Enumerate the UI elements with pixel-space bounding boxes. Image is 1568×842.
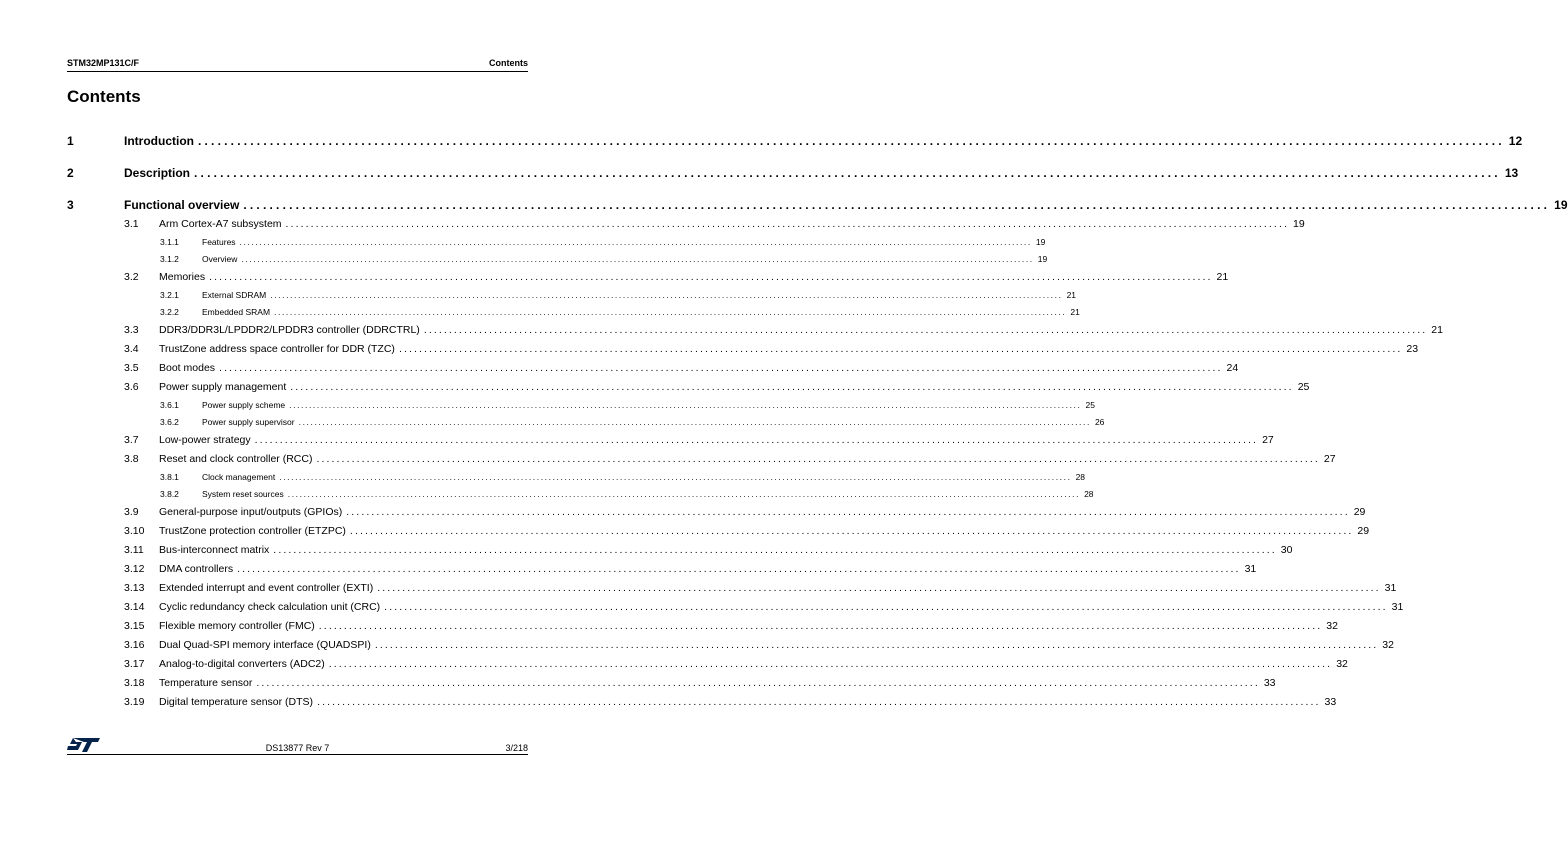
toc-entry-number: 3.5 [124,362,139,374]
toc-entry-number: 3.13 [124,582,145,594]
toc-entry-line [159,677,1276,689]
toc-entry-number: 3.1.2 [160,254,179,264]
toc-entry-page: 21 [1431,324,1443,336]
toc-leader-dots: ........................................................................................................................................................................................................ [241,254,1034,264]
toc-entry-line [202,400,1095,410]
toc-entry-page: 23 [1406,343,1419,355]
toc-entry-page: 33 [1263,677,1276,689]
toc-entry-number: 3.2 [124,271,139,283]
toc-entry-number: 3.8.2 [160,489,179,499]
toc-leader-dots: ........................................................................................................................................................................................................ [254,434,1259,446]
footer-divider [67,754,528,755]
toc-entry-line [159,434,1274,446]
toc-leader-dots: ........................................................................................................................................................................................................ [274,307,1067,317]
toc-entry-number: 3.12 [124,563,145,575]
toc-entry-line [159,582,1397,594]
toc-entry-title[interactable]: System reset sources [202,489,284,499]
header-section-name: Contents [489,58,528,68]
toc-entry-number: 2 [67,166,74,180]
toc-entry-line [159,324,1443,336]
toc-entry-page: 30 [1280,544,1293,556]
toc-entry-number: 3.4 [124,343,139,355]
toc-entry-number: 3.6.2 [160,417,179,427]
toc-entry-page: 25 [1297,381,1310,393]
toc-leader-dots: ........................................................................................................................................................................................................ [256,677,1260,689]
toc-entry-title[interactable]: External SDRAM [202,290,267,300]
toc-leader-dots: ........................................................................................................................................................................................................ [298,417,1091,427]
toc-entry-number: 3.16 [124,639,145,651]
toc-leader-dots: ........................................................................................................................................................................................................ [384,601,1388,613]
toc-entry-page: 25 [1085,400,1095,410]
toc-entry-line [202,290,1077,300]
toc-leader-dots: ........................................................................................................................................................................................................ [374,639,1379,651]
toc-entry-title[interactable]: Overview [202,254,238,264]
toc-entry-number: 3.6 [124,381,139,393]
toc-leader-dots: ........................................................................................................................................................................................................ [219,362,1223,374]
toc-leader-dots: ........................................................................................................................................................................................................ [239,237,1032,247]
toc-entry-title[interactable]: TrustZone protection controller (ETZPC) [159,525,346,537]
toc-entry-title[interactable]: Analog-to-digital converters (ADC2) [159,658,325,670]
toc-entry-line [159,696,1337,708]
toc-leader-dots: ........................................................................................................................................................................................................ [318,620,1323,632]
toc-entry-line [159,271,1229,283]
toc-entry-number: 3.2.1 [160,290,179,300]
toc-leader-dots: ........................................................................................................................................................................................................ [349,525,1354,537]
footer-page-number: 3/218 [505,743,528,753]
toc-entry-title[interactable]: Temperature sensor [159,677,253,689]
toc-entry-page: 32 [1382,639,1394,651]
toc-entry-page: 24 [1226,362,1239,374]
toc-leader-dots: ........................................................................................................................................................................................................ [197,134,1505,148]
toc-leader-dots: ........................................................................................................................................................................................................ [237,563,1241,575]
toc-entry-page: 19 [1554,198,1568,212]
toc-entry-number: 3.7 [124,434,139,446]
toc-entry-line [202,472,1086,482]
toc-entry-page: 31 [1384,582,1397,594]
toc-entry-page: 28 [1084,489,1094,499]
toc-leader-dots: ........................................................................................................................................................................................................ [317,696,1321,708]
toc-entry-page: 19 [1037,254,1048,264]
toc-entry-title[interactable]: Flexible memory controller (FMC) [159,620,315,632]
toc-entry-page: 21 [1216,271,1229,283]
toc-entry-line [124,166,1519,180]
toc-entry-line [202,307,1080,317]
toc-entry-number: 3.19 [124,696,145,708]
toc-entry-page: 32 [1326,620,1338,632]
toc-entry-number: 3.2.2 [160,307,179,317]
toc-entry-page: 29 [1357,525,1370,537]
toc-leader-dots: ........................................................................................................................................................................................................ [423,324,1428,336]
toc-entry-title[interactable]: Description [124,166,191,180]
toc-entry-number: 3.6.1 [160,400,179,410]
toc-entry-page: 19 [1035,237,1046,247]
toc-leader-dots: ........................................................................................................................................................................................................ [279,472,1072,482]
toc-entry-title[interactable]: Reset and clock controller (RCC) [159,453,313,465]
toc-leader-dots: ........................................................................................................................................................................................................ [398,343,1403,355]
toc-entry-line [202,417,1105,427]
toc-entry-page: 27 [1262,434,1274,446]
toc-leader-dots: ........................................................................................................................................................................................................ [209,271,1213,283]
toc-entry-number: 3.8 [124,453,139,465]
toc-entry-title[interactable]: TrustZone address space controller for DDR (TZC) [159,343,395,355]
toc-entry-title[interactable]: Extended interrupt and event controller (EXTI) [159,582,374,594]
toc-entry-line [124,134,1523,148]
toc-entry-title[interactable]: Power supply supervisor [202,417,295,427]
toc-entry-title[interactable]: Bus-interconnect matrix [159,544,270,556]
toc-entry-line [159,620,1338,632]
toc-entry-title[interactable]: Memories [159,271,206,283]
toc-entry-title[interactable]: DDR3/DDR3L/LPDDR2/LPDDR3 controller (DDRCTRL) [159,324,420,336]
toc-leader-dots: ........................................................................................................................................................................................................ [328,658,1333,670]
toc-leader-dots: ........................................................................................................................................................................................................ [194,166,1501,180]
toc-entry-number: 3.17 [124,658,145,670]
toc-entry-title[interactable]: Cyclic redundancy check calculation unit (CRC) [159,601,381,613]
toc-entry-line [159,506,1366,518]
toc-entry-number: 3.8.1 [160,472,179,482]
toc-entry-title[interactable]: Functional overview [124,198,240,212]
toc-entry-line [159,453,1336,465]
toc-entry-page: 31 [1391,601,1404,613]
toc-entry-page: 13 [1504,166,1519,180]
toc-leader-dots: ........................................................................................................................................................................................................ [289,400,1082,410]
toc-entry-page: 29 [1353,506,1366,518]
toc-entry-title[interactable]: Arm Cortex-A7 subsystem [159,218,282,230]
toc-entry-page: 12 [1508,134,1523,148]
toc-entry-page: 28 [1075,472,1086,482]
header-product-name: STM32MP131C/F [67,58,140,68]
toc-entry-title[interactable]: General-purpose input/outputs (GPIOs) [159,506,343,518]
toc-entry-number: 3.9 [124,506,139,518]
footer-document-revision: DS13877 Rev 7 [265,743,330,753]
toc-entry-title[interactable]: Features [202,237,236,247]
toc-entry-number: 1 [67,134,74,148]
toc-leader-dots: ........................................................................................................................................................................................................ [270,290,1063,300]
toc-entry-number: 3.10 [124,525,145,537]
toc-entry-title[interactable]: Introduction [124,134,194,148]
toc-entry-number: 3.1 [124,218,139,230]
toc-entry-page: 32 [1336,658,1348,670]
toc-leader-dots: ........................................................................................................................................................................................................ [346,506,1350,518]
toc-entry-line [159,381,1310,393]
toc-leader-dots: ........................................................................................................................................................................................................ [273,544,1277,556]
toc-entry-title[interactable]: Dual Quad-SPI memory interface (QUADSPI) [159,639,371,651]
toc-entry-number: 3.1.1 [160,237,179,247]
toc-entry-title[interactable]: Boot modes [159,362,216,374]
toc-entry-title[interactable]: Digital temperature sensor (DTS) [159,696,314,708]
toc-entry-line [159,601,1404,613]
toc-entry-line [159,639,1394,651]
toc-leader-dots: ........................................................................................................................................................................................................ [377,582,1381,594]
toc-entry-number: 3.15 [124,620,145,632]
toc-entry-line [159,218,1305,230]
toc-entry-title[interactable]: Embedded SRAM [202,307,271,317]
page-title: Contents [67,87,141,106]
toc-entry-number: 3.14 [124,601,145,613]
toc-entry-page: 31 [1244,563,1257,575]
toc-entry-line [159,362,1239,374]
toc-entry-number: 3 [67,198,74,212]
toc-entry-number: 3.3 [124,324,139,336]
toc-entry-title[interactable]: Power supply scheme [202,400,286,410]
toc-entry-page: 19 [1292,218,1305,230]
toc-entry-page: 21 [1070,307,1080,317]
toc-leader-dots: ........................................................................................................................................................................................................ [287,489,1081,499]
toc-entry-title[interactable]: DMA controllers [159,563,234,575]
toc-entry-line [159,658,1348,670]
toc-entry-line [159,563,1257,575]
toc-leader-dots: ........................................................................................................................................................................................................ [290,381,1294,393]
toc-entry-title[interactable]: Power supply management [159,381,287,393]
toc-entry-line [159,525,1370,537]
toc-entry-line [202,489,1094,499]
toc-entry-line [202,254,1048,264]
toc-entry-page: 27 [1323,453,1336,465]
toc-entry-line [159,544,1293,556]
toc-entry-line [159,343,1419,355]
toc-entry-number: 3.11 [124,544,144,556]
toc-entry-title[interactable]: Low-power strategy [159,434,251,446]
toc-entry-line [124,198,1568,212]
toc-leader-dots: ........................................................................................................................................................................................................ [316,453,1320,465]
toc-entry-number: 3.18 [124,677,145,689]
toc-entry-page: 21 [1066,290,1077,300]
toc-entry-page: 33 [1324,696,1337,708]
toc-entry-title[interactable]: Clock management [202,472,276,482]
toc-entry-page: 26 [1094,417,1105,427]
toc-leader-dots: ........................................................................................................................................................................................................ [243,198,1551,212]
toc-entry-line [202,237,1046,247]
toc-leader-dots: ........................................................................................................................................................................................................ [285,218,1289,230]
